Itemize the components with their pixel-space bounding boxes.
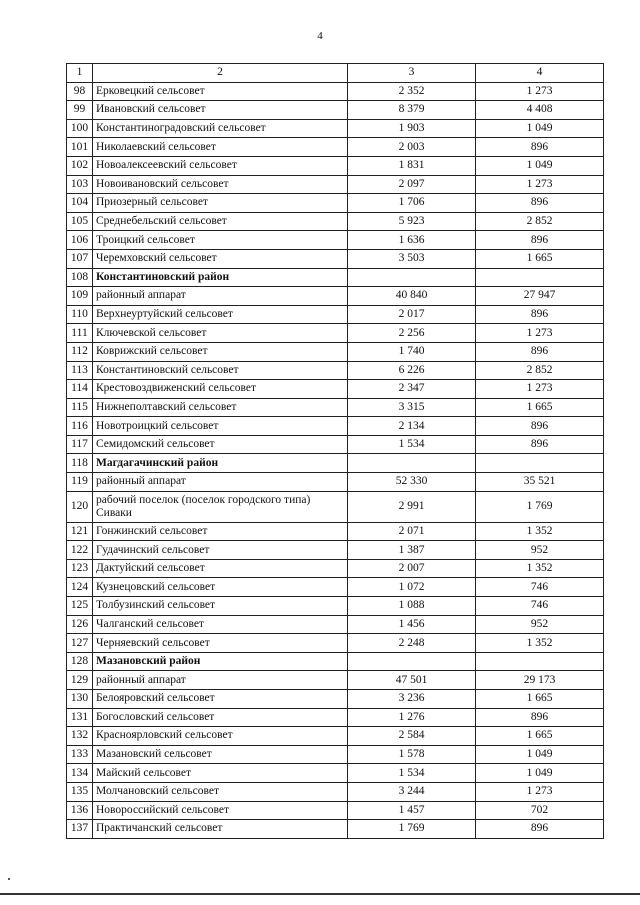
table-row <box>67 597 604 616</box>
row-value-col3: 1 387 <box>348 541 476 560</box>
row-number: 137 <box>67 820 93 839</box>
table-row <box>67 690 604 709</box>
row-number: 100 <box>67 119 93 138</box>
table-row <box>67 119 604 138</box>
row-value-col4: 1 273 <box>476 380 604 399</box>
table-row <box>67 231 604 250</box>
row-value-col4: 1 665 <box>476 690 604 709</box>
row-number: 113 <box>67 361 93 380</box>
row-name: районный аппарат <box>93 671 348 690</box>
row-number: 114 <box>67 380 93 399</box>
row-value-col4: 896 <box>476 194 604 213</box>
row-name: Белояровский сельсовет <box>93 690 348 709</box>
row-value-col3: 1 740 <box>348 342 476 361</box>
row-number: 111 <box>67 324 93 343</box>
row-value-col4: 1 665 <box>476 727 604 746</box>
row-number: 126 <box>67 615 93 634</box>
row-value-col3: 1 534 <box>348 764 476 783</box>
row-number: 136 <box>67 801 93 820</box>
row-value-col3: 1 769 <box>348 820 476 839</box>
table-row <box>67 380 604 399</box>
row-number: 116 <box>67 417 93 436</box>
row-name: Толбузинский сельсовет <box>93 597 348 616</box>
row-value-col3: 2 352 <box>348 82 476 101</box>
row-value-col4: 702 <box>476 801 604 820</box>
row-value-col3: 1 456 <box>348 615 476 634</box>
row-value-col4: 746 <box>476 597 604 616</box>
row-number: 120 <box>67 491 93 522</box>
row-value-col4: 896 <box>476 820 604 839</box>
row-value-col4: 896 <box>476 708 604 727</box>
row-number: 130 <box>67 690 93 709</box>
district-row <box>67 652 604 671</box>
row-number: 122 <box>67 541 93 560</box>
row-number: 121 <box>67 522 93 541</box>
row-value-col4: 2 852 <box>476 361 604 380</box>
row-name: Ключевской сельсовет <box>93 324 348 343</box>
row-name: Нижнеполтавский сельсовет <box>93 398 348 417</box>
row-name: Коврижский сельсовет <box>93 342 348 361</box>
row-value-col4 <box>476 454 604 473</box>
row-value-col4: 35 521 <box>476 473 604 492</box>
row-value-col4: 1 049 <box>476 764 604 783</box>
row-value-col3: 47 501 <box>348 671 476 690</box>
row-value-col4: 896 <box>476 305 604 324</box>
table-row <box>67 305 604 324</box>
row-value-col4: 1 049 <box>476 156 604 175</box>
row-value-col4: 1 273 <box>476 82 604 101</box>
row-number: 107 <box>67 249 93 268</box>
row-value-col3: 3 503 <box>348 249 476 268</box>
row-value-col3: 2 248 <box>348 634 476 653</box>
row-number: 123 <box>67 559 93 578</box>
row-name: Дактуйский сельсовет <box>93 559 348 578</box>
row-name: Николаевский сельсовет <box>93 138 348 157</box>
row-value-col3 <box>348 454 476 473</box>
table-row <box>67 634 604 653</box>
row-name: Чалганский сельсовет <box>93 615 348 634</box>
row-value-col3: 2 134 <box>348 417 476 436</box>
row-name: Константиновский район <box>93 268 348 287</box>
table-row <box>67 324 604 343</box>
row-value-col3: 1 636 <box>348 231 476 250</box>
row-value-col4: 1 049 <box>476 119 604 138</box>
table-row <box>67 541 604 560</box>
row-number: 127 <box>67 634 93 653</box>
row-name: Гудачинский сельсовет <box>93 541 348 560</box>
row-value-col4: 896 <box>476 435 604 454</box>
row-name: Верхнеуртуйский сельсовет <box>93 305 348 324</box>
table-row <box>67 727 604 746</box>
row-value-col3: 2 584 <box>348 727 476 746</box>
row-number: 124 <box>67 578 93 597</box>
table-row <box>67 801 604 820</box>
table-row <box>67 708 604 727</box>
row-value-col3 <box>348 268 476 287</box>
row-value-col4: 896 <box>476 417 604 436</box>
row-name: Магдагачинский район <box>93 454 348 473</box>
header-col-4: 4 <box>476 64 604 83</box>
row-value-col4: 896 <box>476 231 604 250</box>
table-row <box>67 473 604 492</box>
table-row <box>67 101 604 120</box>
row-number: 98 <box>67 82 93 101</box>
row-name: рабочий поселок (поселок городского типа) Сиваки <box>93 491 348 522</box>
row-value-col3: 52 330 <box>348 473 476 492</box>
budget-table <box>66 63 604 839</box>
table-row <box>67 522 604 541</box>
row-number: 102 <box>67 156 93 175</box>
row-number: 106 <box>67 231 93 250</box>
row-value-col4 <box>476 652 604 671</box>
table-row <box>67 671 604 690</box>
row-value-col4: 1 769 <box>476 491 604 522</box>
row-name: районный аппарат <box>93 473 348 492</box>
row-value-col4 <box>476 268 604 287</box>
row-name: Семидомский сельсовет <box>93 435 348 454</box>
row-name: Новоалексеевский сельсовет <box>93 156 348 175</box>
table-row <box>67 578 604 597</box>
row-value-col3: 5 923 <box>348 212 476 231</box>
row-value-col3: 1 276 <box>348 708 476 727</box>
row-name: Приозерный сельсовет <box>93 194 348 213</box>
row-number: 112 <box>67 342 93 361</box>
row-name: районный аппарат <box>93 287 348 306</box>
row-number: 118 <box>67 454 93 473</box>
row-name: Троицкий сельсовет <box>93 231 348 250</box>
row-number: 104 <box>67 194 93 213</box>
table-row <box>67 745 604 764</box>
row-value-col4: 2 852 <box>476 212 604 231</box>
header-col-3: 3 <box>348 64 476 83</box>
table-row <box>67 435 604 454</box>
row-value-col3: 2 347 <box>348 380 476 399</box>
row-value-col4: 952 <box>476 615 604 634</box>
row-value-col3: 1 706 <box>348 194 476 213</box>
row-value-col3: 1 903 <box>348 119 476 138</box>
row-number: 110 <box>67 305 93 324</box>
row-name: Константиноградовский сельсовет <box>93 119 348 138</box>
row-name: Константиновский сельсовет <box>93 361 348 380</box>
row-value-col4: 1 273 <box>476 782 604 801</box>
row-value-col3: 2 256 <box>348 324 476 343</box>
row-number: 108 <box>67 268 93 287</box>
row-value-col3: 8 379 <box>348 101 476 120</box>
district-row <box>67 268 604 287</box>
row-value-col3: 2 007 <box>348 559 476 578</box>
row-number: 99 <box>67 101 93 120</box>
table-row <box>67 156 604 175</box>
row-name: Мазановский район <box>93 652 348 671</box>
table-row <box>67 342 604 361</box>
row-number: 115 <box>67 398 93 417</box>
row-value-col4: 27 947 <box>476 287 604 306</box>
row-name: Гонжинский сельсовет <box>93 522 348 541</box>
row-name: Новотроицкий сельсовет <box>93 417 348 436</box>
row-value-col3: 2 097 <box>348 175 476 194</box>
row-value-col3 <box>348 652 476 671</box>
page-bottom-edge <box>0 893 640 895</box>
table-row <box>67 417 604 436</box>
table-row <box>67 249 604 268</box>
row-value-col3: 2 017 <box>348 305 476 324</box>
row-value-col3: 1 534 <box>348 435 476 454</box>
table-header-row <box>67 64 604 83</box>
table-row <box>67 175 604 194</box>
row-value-col4: 1 049 <box>476 745 604 764</box>
row-number: 135 <box>67 782 93 801</box>
row-name: Богословский сельсовет <box>93 708 348 727</box>
row-value-col3: 1 831 <box>348 156 476 175</box>
row-name: Ивановский сельсовет <box>93 101 348 120</box>
row-value-col3: 1 457 <box>348 801 476 820</box>
table-row <box>67 764 604 783</box>
row-number: 133 <box>67 745 93 764</box>
row-number: 129 <box>67 671 93 690</box>
row-name: Практичанский сельсовет <box>93 820 348 839</box>
row-number: 109 <box>67 287 93 306</box>
row-value-col3: 3 244 <box>348 782 476 801</box>
row-value-col3: 1 088 <box>348 597 476 616</box>
table-row <box>67 82 604 101</box>
row-value-col4: 952 <box>476 541 604 560</box>
table-row <box>67 615 604 634</box>
row-name: Крестовоздвиженский сельсовет <box>93 380 348 399</box>
row-number: 128 <box>67 652 93 671</box>
row-number: 134 <box>67 764 93 783</box>
row-number: 105 <box>67 212 93 231</box>
row-name: Среднебельский сельсовет <box>93 212 348 231</box>
row-value-col3: 2 991 <box>348 491 476 522</box>
table-row <box>67 138 604 157</box>
row-name: Ерковецкий сельсовет <box>93 82 348 101</box>
table-row <box>67 361 604 380</box>
table-row <box>67 398 604 417</box>
row-number: 103 <box>67 175 93 194</box>
district-row <box>67 454 604 473</box>
row-name: Мазановский сельсовет <box>93 745 348 764</box>
row-value-col4: 1 352 <box>476 522 604 541</box>
row-name: Красноярловский сельсовет <box>93 727 348 746</box>
table-row <box>67 782 604 801</box>
row-value-col3: 3 236 <box>348 690 476 709</box>
row-value-col4: 4 408 <box>476 101 604 120</box>
row-value-col3: 6 226 <box>348 361 476 380</box>
row-name: Новоивановский сельсовет <box>93 175 348 194</box>
row-number: 119 <box>67 473 93 492</box>
row-value-col4: 1 352 <box>476 559 604 578</box>
table-row <box>67 559 604 578</box>
row-value-col4: 1 665 <box>476 249 604 268</box>
row-value-col3: 2 071 <box>348 522 476 541</box>
table-row <box>67 194 604 213</box>
table-row <box>67 491 604 522</box>
row-value-col4: 1 352 <box>476 634 604 653</box>
row-number: 131 <box>67 708 93 727</box>
row-value-col4: 896 <box>476 138 604 157</box>
scan-mark <box>8 878 10 880</box>
row-name: Черемховский сельсовет <box>93 249 348 268</box>
row-name: Новороссийский сельсовет <box>93 801 348 820</box>
row-value-col4: 1 273 <box>476 175 604 194</box>
row-value-col3: 40 840 <box>348 287 476 306</box>
table-row <box>67 212 604 231</box>
row-number: 132 <box>67 727 93 746</box>
table-body <box>67 64 604 839</box>
row-value-col3: 1 578 <box>348 745 476 764</box>
row-number: 125 <box>67 597 93 616</box>
header-col-2: 2 <box>93 64 348 83</box>
header-col-1: 1 <box>67 64 93 83</box>
row-value-col4: 1 273 <box>476 324 604 343</box>
page-number: 4 <box>317 30 323 42</box>
table-row <box>67 820 604 839</box>
row-value-col4: 746 <box>476 578 604 597</box>
row-number: 101 <box>67 138 93 157</box>
table-row <box>67 287 604 306</box>
row-value-col4: 29 173 <box>476 671 604 690</box>
row-value-col4: 1 665 <box>476 398 604 417</box>
row-value-col3: 2 003 <box>348 138 476 157</box>
row-name: Кузнецовский сельсовет <box>93 578 348 597</box>
row-value-col4: 896 <box>476 342 604 361</box>
row-name: Майский сельсовет <box>93 764 348 783</box>
row-name: Молчановский сельсовет <box>93 782 348 801</box>
row-name: Черняевский сельсовет <box>93 634 348 653</box>
row-number: 117 <box>67 435 93 454</box>
row-value-col3: 1 072 <box>348 578 476 597</box>
row-value-col3: 3 315 <box>348 398 476 417</box>
